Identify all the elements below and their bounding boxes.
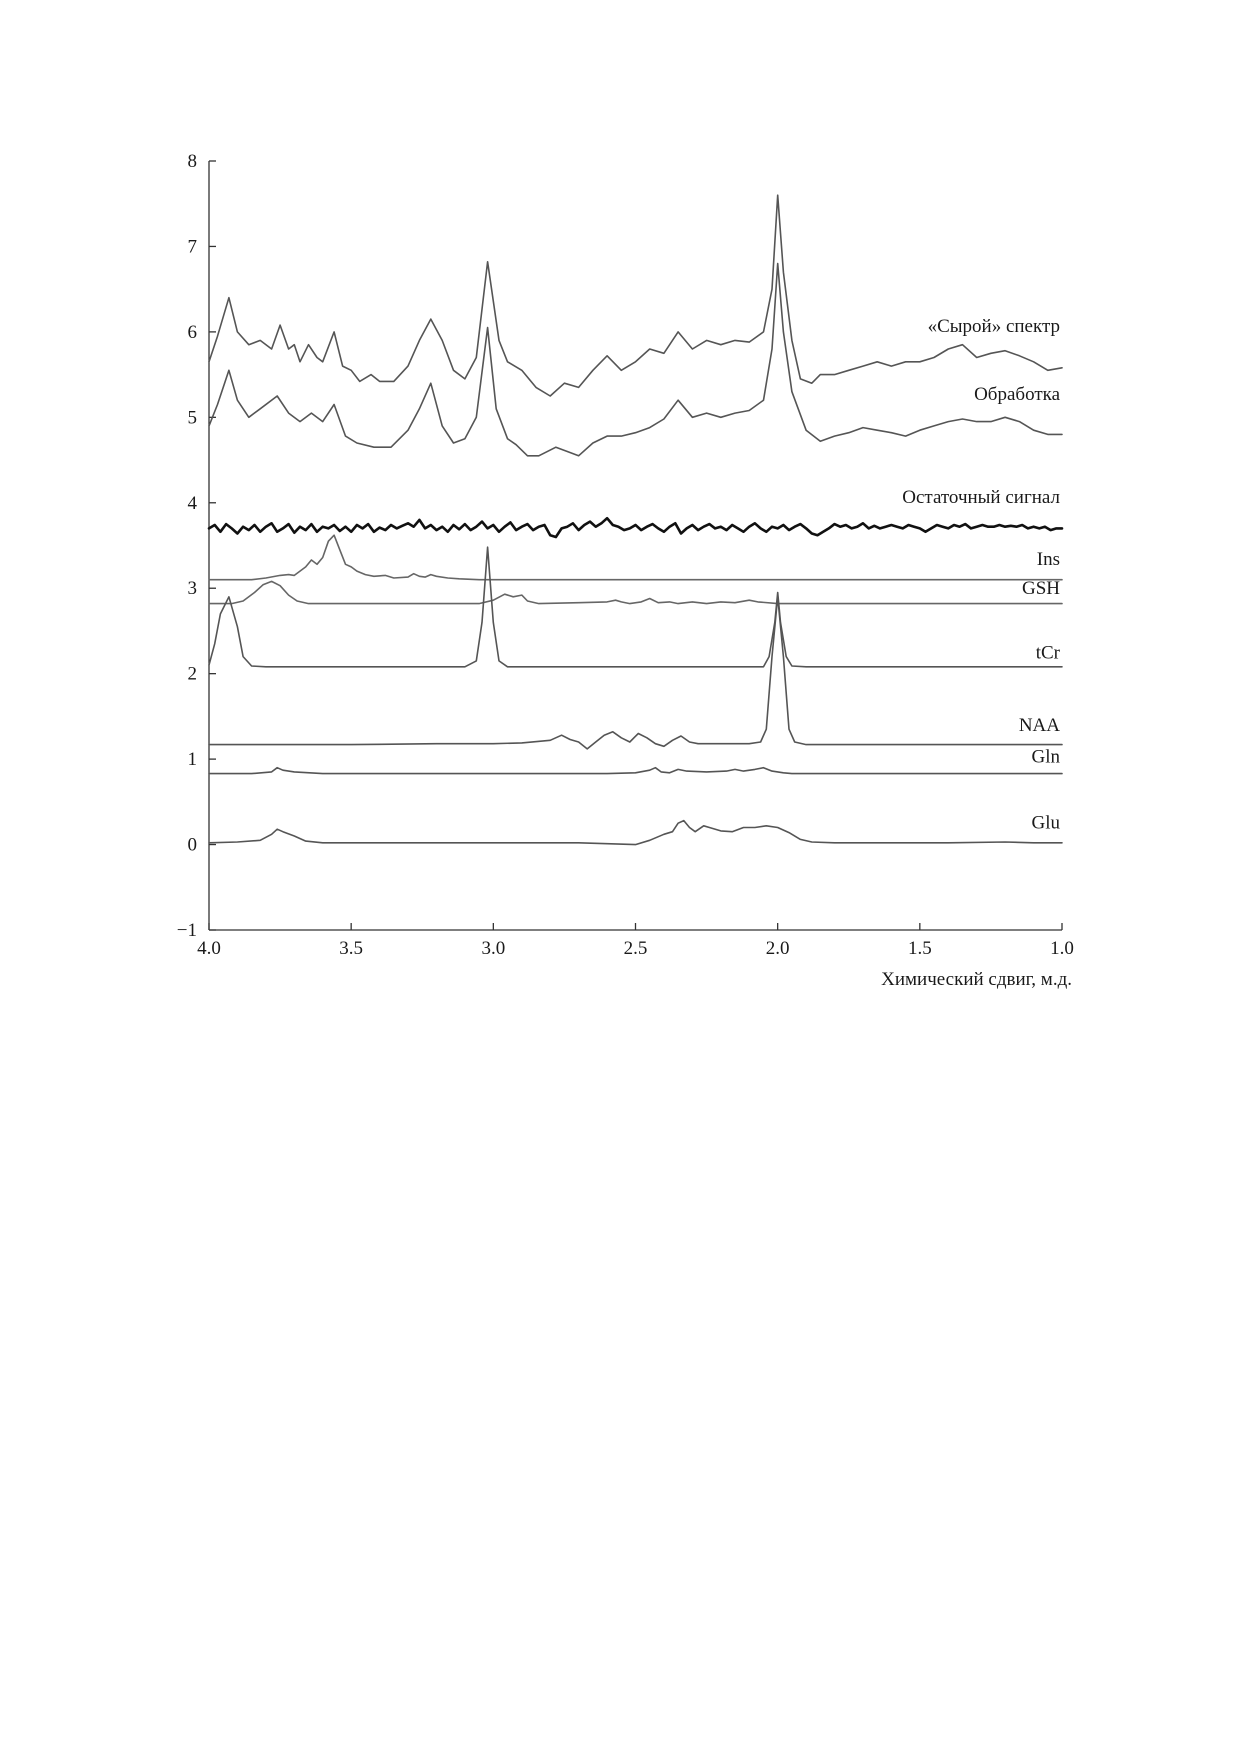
y-tick-label: 2 <box>187 663 197 685</box>
series-label-raw: «Сырой» спектр <box>927 315 1060 337</box>
series-line-processed <box>209 264 1062 456</box>
x-tick-label: 4.0 <box>197 938 221 959</box>
x-axis-title: Химический сдвиг, м.д. <box>881 969 1072 990</box>
series-label-glu: Glu <box>1031 812 1060 834</box>
series-line-gln <box>209 768 1062 774</box>
y-tick-label: 1 <box>187 749 197 771</box>
series-line-residual <box>209 518 1062 537</box>
y-tick-label: 3 <box>187 578 197 600</box>
y-tick-label: 6 <box>187 321 197 343</box>
y-tick-label: 0 <box>187 834 197 856</box>
series-label-residual: Остаточный сигнал <box>902 486 1060 508</box>
series-lines <box>209 195 1062 844</box>
y-tick-label: 8 <box>187 151 197 172</box>
series-line-ins <box>209 535 1062 580</box>
series-label-processed: Обработка <box>974 384 1060 406</box>
series-labels <box>902 316 1060 833</box>
series-label-tcr: tCr <box>1035 642 1060 664</box>
x-tick-label: 3.5 <box>339 938 364 959</box>
series-label-gln: Gln <box>1031 746 1060 768</box>
axes <box>177 151 1074 990</box>
y-tick-label: 7 <box>187 236 197 258</box>
x-tick-label: 2.5 <box>623 938 648 959</box>
series-line-raw <box>209 195 1062 396</box>
x-tick-label: 2.0 <box>765 938 790 959</box>
series-line-glu <box>209 821 1062 845</box>
x-tick-label: 1.5 <box>907 938 932 959</box>
series-line-naa <box>209 597 1062 749</box>
y-tick-label: 5 <box>187 407 197 429</box>
y-tick-label: 4 <box>187 492 197 514</box>
x-tick-label: 3.0 <box>481 938 506 959</box>
series-line-gsh <box>209 581 1062 603</box>
y-tick-label: −1 <box>176 920 197 941</box>
x-tick-label: 1.0 <box>1050 938 1074 959</box>
series-label-gsh: GSH <box>1021 578 1060 600</box>
series-label-ins: Ins <box>1036 549 1060 571</box>
series-line-tcr <box>209 547 1062 667</box>
series-label-naa: NAA <box>1018 714 1060 736</box>
